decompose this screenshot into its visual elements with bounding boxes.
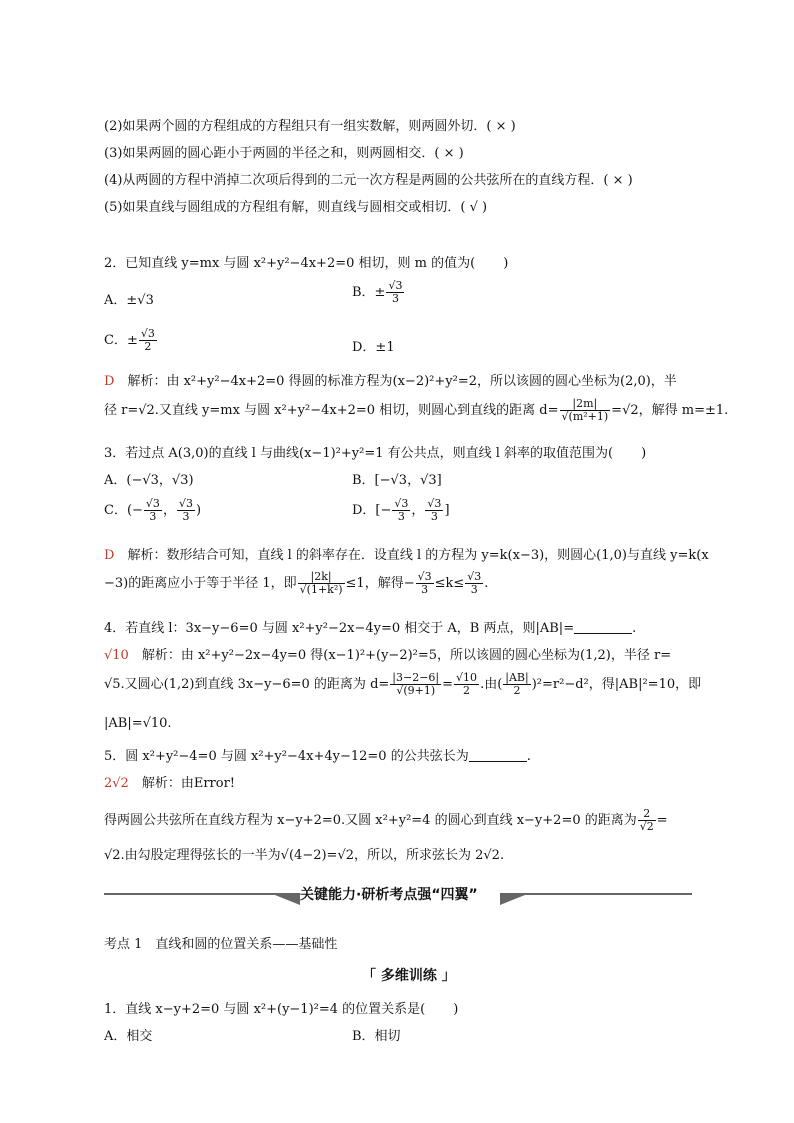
practice1-stem: 1．直线 x−y+2=0 与圆 x²+(y−1)²=4 的位置关系是( ) [104, 1002, 459, 1017]
q4-solution-line3: |AB|=√10. [104, 716, 172, 731]
q5-stem: 5．圆 x²+y²−4=0 与圆 x²+y²−4x+4y−12=0 的公共弦长为 . [104, 749, 531, 764]
q5-solution-line1: 2√2 解析：由Error! [104, 776, 236, 791]
judgement-3: (3)如果两圆的圆心距小于两圆的半径之和，则两圆相交．( × ) [104, 146, 464, 161]
q4-answer: √10 [104, 648, 129, 663]
q3-option-b: B．[−√3，√3] [352, 473, 442, 488]
q3-solution-line1: D 解析：数形结合可知，直线 l 的斜率存在．设直线 l 的方程为 y=k(x−3)，则圆心(1,0)与直线 y=k(x [104, 548, 709, 563]
judgement-5: (5)如果直线与圆组成的方程组有解，则直线与圆相交或相切．( √ ) [104, 200, 488, 215]
q4-solution-line2: √5.又圆心(1,2)到直线 3x−y−6=0 的距离为 d= $\frac{|3-2-6|}{√(9+1)}$ = $\frac{√10}{2}$ .由( $\frac{|AB|}{2}$ )²=r²−d²，得|AB|²=10，即 [104, 671, 702, 697]
q5-answer: 2√2 [104, 776, 129, 791]
q2-option-c: C．± $\frac{√3}{2}$ [104, 327, 155, 353]
duowei-heading: 「 多维训练 」 [362, 968, 456, 984]
banner-wedge-left [270, 893, 300, 907]
q3-option-d: D．[− $\frac{√3}{3}$ ， $\frac{√3}{3}$ ] [352, 497, 450, 523]
section-banner-title: 关键能力·研析考点强“四翼” [300, 887, 478, 903]
q3-solution-line2: −3)的距离应小于等于半径 1，即 $\frac{|2k|}{\text{√(1+k²)}}$ ≤1，解得− $\frac{√3}{3}$ ≤k≤ $\frac{√3}{3}$ . [104, 570, 489, 596]
banner-rule-left [104, 893, 286, 895]
practice1-option-a: A．相交 [104, 1029, 153, 1044]
judgement-4: (4)从两圆的方程中消掉二次项后得到的二元一次方程是两圆的公共弦所在的直线方程．( × ) [104, 173, 633, 188]
q2-option-d: D．±1 [352, 340, 395, 355]
banner-rule-right [510, 893, 692, 895]
q3-answer: D [104, 548, 115, 563]
q4-stem: 4．若直线 l：3x−y−6=0 与圆 x²+y²−2x−4y=0 相交于 A，B 两点，则|AB|= . [104, 621, 637, 636]
kaodian-title: 考点 1 直线和圆的位置关系——基础性 [104, 937, 338, 952]
practice1-option-b: B．相切 [352, 1029, 401, 1044]
banner-wedge-right [500, 893, 530, 907]
q2-stem: 2．已知直线 y=mx 与圆 x²+y²−4x+2=0 相切，则 m 的值为( ) [104, 256, 509, 271]
q2-solution-line1: D 解析：由 x²+y²−4x+2=0 得圆的标准方程为(x−2)²+y²=2，所以该圆的圆心坐标为(2,0)，半 [104, 374, 677, 389]
q3-option-a: A．(−√3，√3) [104, 473, 194, 488]
q5-solution-line3: √2.由勾股定理得弦长的一半为√(4−2)=√2，所以，所求弦长为 2√2. [104, 848, 505, 863]
q5-solution-line2: 得两圆公共弦所在直线方程为 x−y+2=0.又圆 x²+y²=4 的圆心到直线 x−y+2=0 的距离为 $\frac{2}{√2}$ = [104, 807, 668, 833]
q2-solution-line2: 径 r=√2.又直线 y=mx 与圆 x²+y²−4x+2=0 相切，则圆心到直线的距离 d= $\frac{|2m|}{\text{√(m²+1)}}$ =√2，解得 m=±1. [104, 397, 729, 423]
q3-option-c: C．(− $\frac{√3}{3}$ ， $\frac{√3}{3}$ ) [104, 497, 202, 523]
q2-option-b: B．± $\frac{√3}{3}$ [352, 279, 403, 305]
judgement-2: (2)如果两个圆的方程组成的方程组只有一组实数解，则两圆外切．( × ) [104, 119, 516, 134]
q2-answer: D [104, 374, 115, 389]
q3-stem: 3．若过点 A(3,0)的直线 l 与曲线(x−1)²+y²=1 有公共点，则直线 l 斜率的取值范围为( ) [104, 446, 647, 461]
q4-solution-line1: √10 解析：由 x²+y²−2x−4y=0 得(x−1)²+(y−2)²=5，所以该圆的圆心坐标为(1,2)，半径 r= [104, 648, 672, 663]
q2-option-a: A．±√3 [104, 293, 154, 308]
